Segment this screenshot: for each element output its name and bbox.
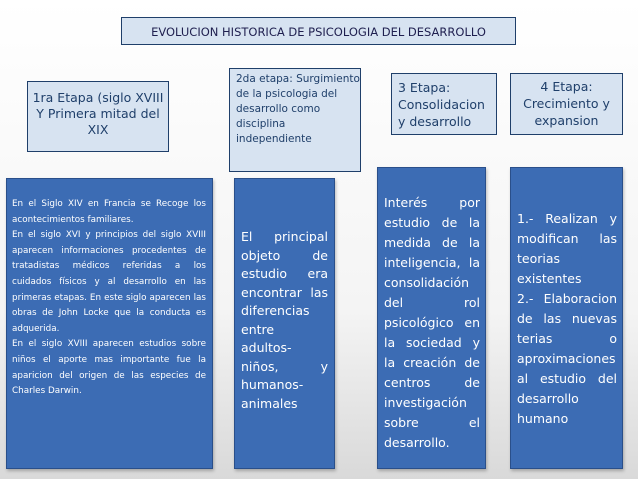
- stage-1-detail: En el Siglo XIV en Francia se Recoge los acontecimientos familiares. En el siglo XVI y principios del siglo XVIII aparecen informaciones procedentes de tratadistas médicos referidas a los cuidados físicos y al desarrollo en las primeras etapas. En este siglo aparecen las obras de John Locke que la conducta es adquerida. En el siglo XVIII aparecen estudios sobre niños el aporte mas importante fue la aparicion del origen de las especies de Charles Darwin.: [6, 178, 213, 469]
- stage-1-label: 1ra Etapa (siglo XVIII Y Primera mitad del XIX: [27, 81, 169, 152]
- stage-2-label: 2da etapa: Surgimiento de la psicologia del desarrollo como disciplina independiente: [229, 68, 361, 172]
- stage-4-label: 4 Etapa: Crecimiento y expansion: [510, 73, 623, 135]
- diagram-title: EVOLUCION HISTORICA DE PSICOLOGIA DEL DESARROLLO: [121, 17, 516, 45]
- stage-2-detail: El principal objeto de estudio era encontrar las diferencias entre adultos- niños, y humanos- animales: [234, 178, 335, 469]
- stage-3-detail: Interés por estudio de la medida de la inteligencia, la consolidación del rol psicológico en la sociedad y la creación de centros de investigación sobre el desarrollo.: [377, 167, 486, 469]
- stage-3-label: 3 Etapa: Consolidacion y desarrollo: [391, 73, 497, 135]
- stage-4-detail: 1.- Realizan y modifican las teorias existentes 2.- Elaboracion de las nuevas terias o aproximaciones al estudio del desarrollo humano: [510, 167, 623, 469]
